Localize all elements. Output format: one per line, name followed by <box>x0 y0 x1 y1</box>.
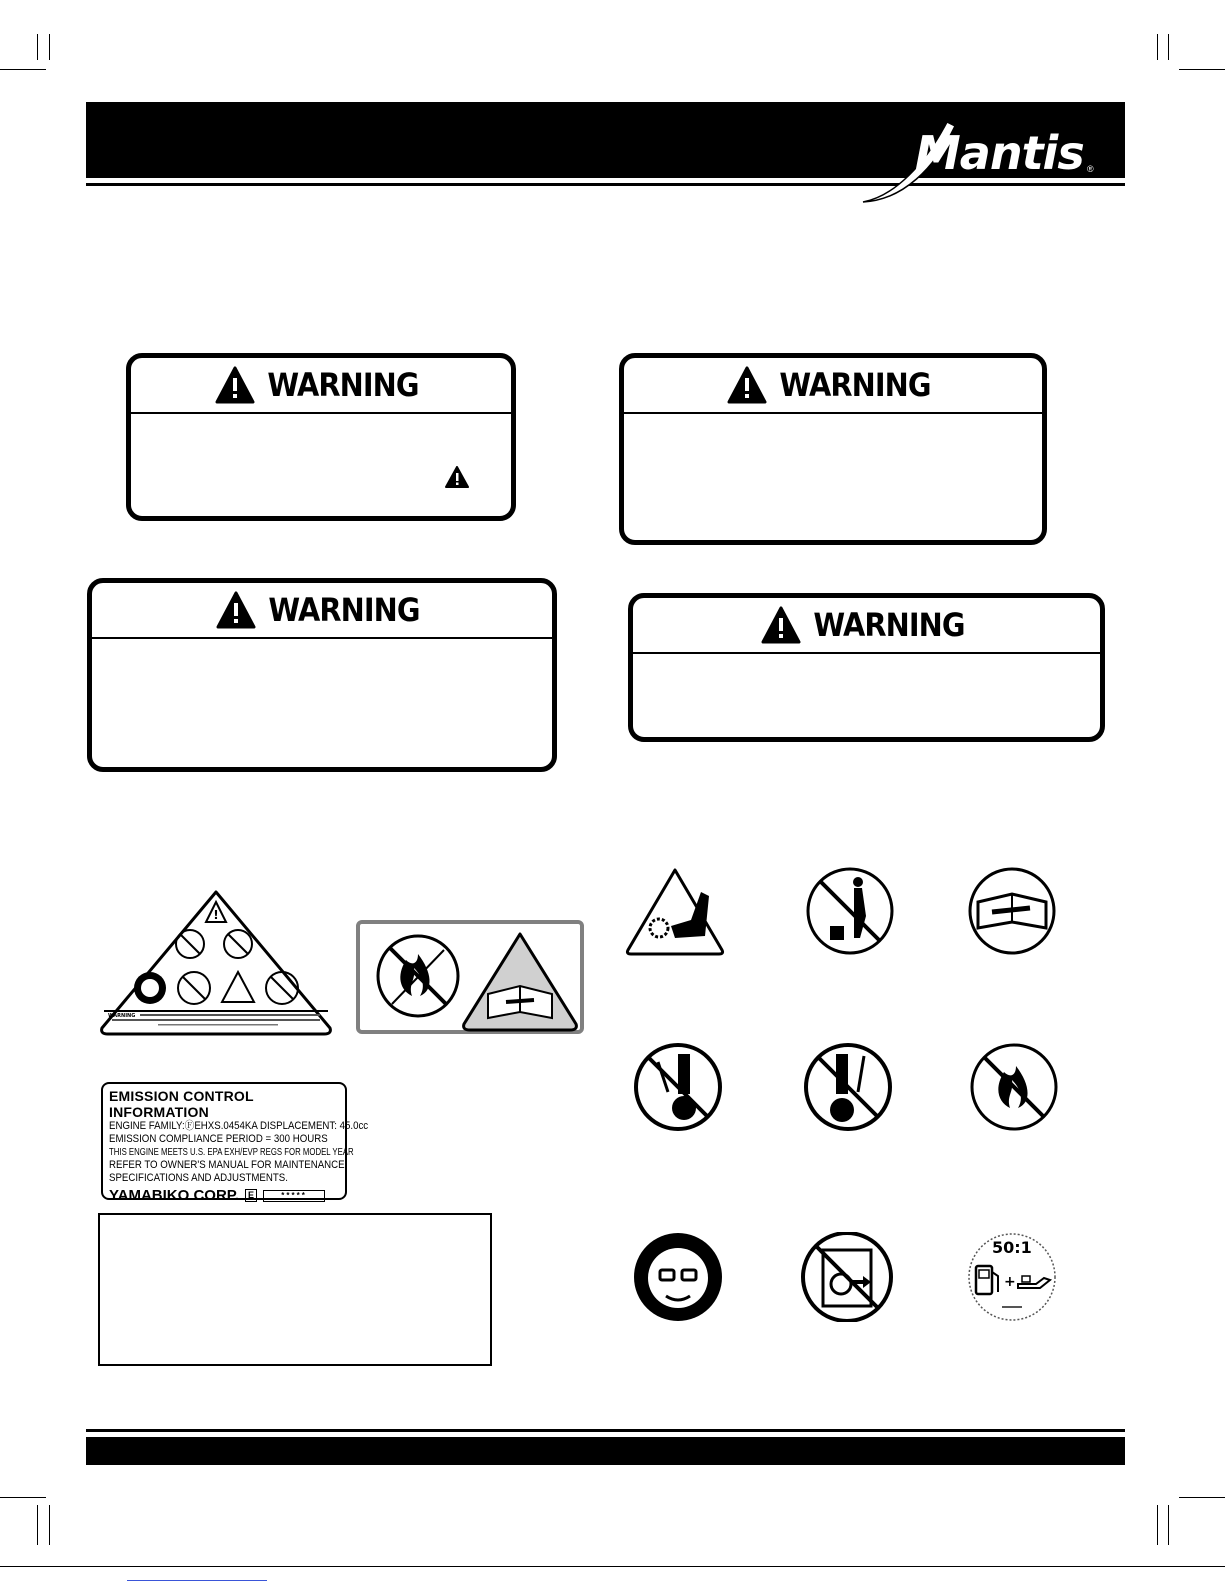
eye-ear-protection-icon <box>628 1232 728 1322</box>
warning-box-2 <box>619 353 1047 545</box>
crop-mark <box>1179 1497 1225 1498</box>
read-manual-icon <box>962 866 1062 956</box>
crop-mark <box>49 1505 50 1545</box>
crop-mark <box>1168 34 1169 60</box>
emission-corp-row <box>109 1187 339 1204</box>
emission-epa-statement: THIS ENGINE MEETS U.S. EPA EXH/EVP REGS FOR MODEL YEAR <box>109 1147 354 1158</box>
mantis-logo <box>855 104 1105 208</box>
empty-text-box <box>98 1213 492 1366</box>
emission-serial-box: ***** <box>263 1190 325 1202</box>
logo-registered: ® <box>1087 164 1094 174</box>
warning-triangle-icon <box>445 466 469 488</box>
emission-e-mark: E <box>245 1189 257 1202</box>
warning-header <box>92 583 552 639</box>
no-indoor-exhaust-icon <box>797 1232 897 1322</box>
fuel-ratio-label: 50:1 <box>992 1238 1032 1257</box>
footer-bar <box>86 1437 1125 1465</box>
bottom-rule <box>0 1566 1225 1567</box>
link-underline <box>127 1580 267 1581</box>
svg-text:+: + <box>1004 1274 1016 1290</box>
warning-title: WARNING <box>267 366 419 404</box>
no-bystander-icon <box>800 866 900 956</box>
no-feet-near-tines-icon <box>798 1042 898 1132</box>
crop-mark <box>1157 34 1158 60</box>
warning-title: WARNING <box>812 606 965 644</box>
warning-title: WARNING <box>779 366 931 404</box>
fuel-mix-icon <box>962 1232 1062 1322</box>
emission-engine-family: ENGINE FAMILY:ⒻEHXS.0454KA DISPLACEMENT: 45.0cc <box>109 1120 369 1132</box>
warning-box-1 <box>126 353 516 521</box>
warning-title: WARNING <box>268 591 420 629</box>
emission-control-label <box>101 1082 369 1204</box>
crop-mark <box>49 34 50 60</box>
svg-text:!: ! <box>213 908 219 922</box>
emission-corp: YAMABIKO CORP. <box>109 1187 240 1204</box>
crop-mark <box>1179 69 1225 70</box>
warning-header <box>624 358 1042 414</box>
crop-mark <box>1168 1505 1169 1545</box>
decal-caption: WARNING <box>108 1013 136 1019</box>
warning-box-3 <box>87 578 557 772</box>
crop-mark <box>0 1497 46 1498</box>
footer-rule <box>86 1429 1125 1432</box>
no-hands-near-tines-icon <box>628 1042 728 1132</box>
warning-header <box>131 358 511 414</box>
emission-compliance-period: EMISSION COMPLIANCE PERIOD = 300 HOURS <box>109 1133 328 1145</box>
warning-header <box>633 598 1100 654</box>
crop-mark <box>37 1505 38 1545</box>
crop-mark <box>0 69 46 70</box>
no-open-flame-icon <box>964 1042 1064 1132</box>
logo-text: Mantis <box>915 126 1084 180</box>
safety-triangle-decal <box>98 888 334 1036</box>
warning-triangle-icon <box>215 366 255 404</box>
warning-triangle-icon <box>727 366 767 404</box>
warning-triangle-icon <box>216 591 256 629</box>
crop-mark <box>37 34 38 60</box>
emission-title: EMISSION CONTROL INFORMATION <box>109 1088 254 1120</box>
foot-hazard-icon <box>625 866 725 956</box>
emission-manual-reference: REFER TO OWNER'S MANUAL FOR MAINTENANCE <box>109 1159 345 1171</box>
no-fire-read-manual-decal <box>356 920 584 1034</box>
crop-mark <box>1157 1505 1158 1545</box>
warning-triangle-icon <box>761 606 801 644</box>
emission-specs: SPECIFICATIONS AND ADJUSTMENTS. <box>109 1172 288 1184</box>
warning-box-4 <box>628 593 1105 742</box>
